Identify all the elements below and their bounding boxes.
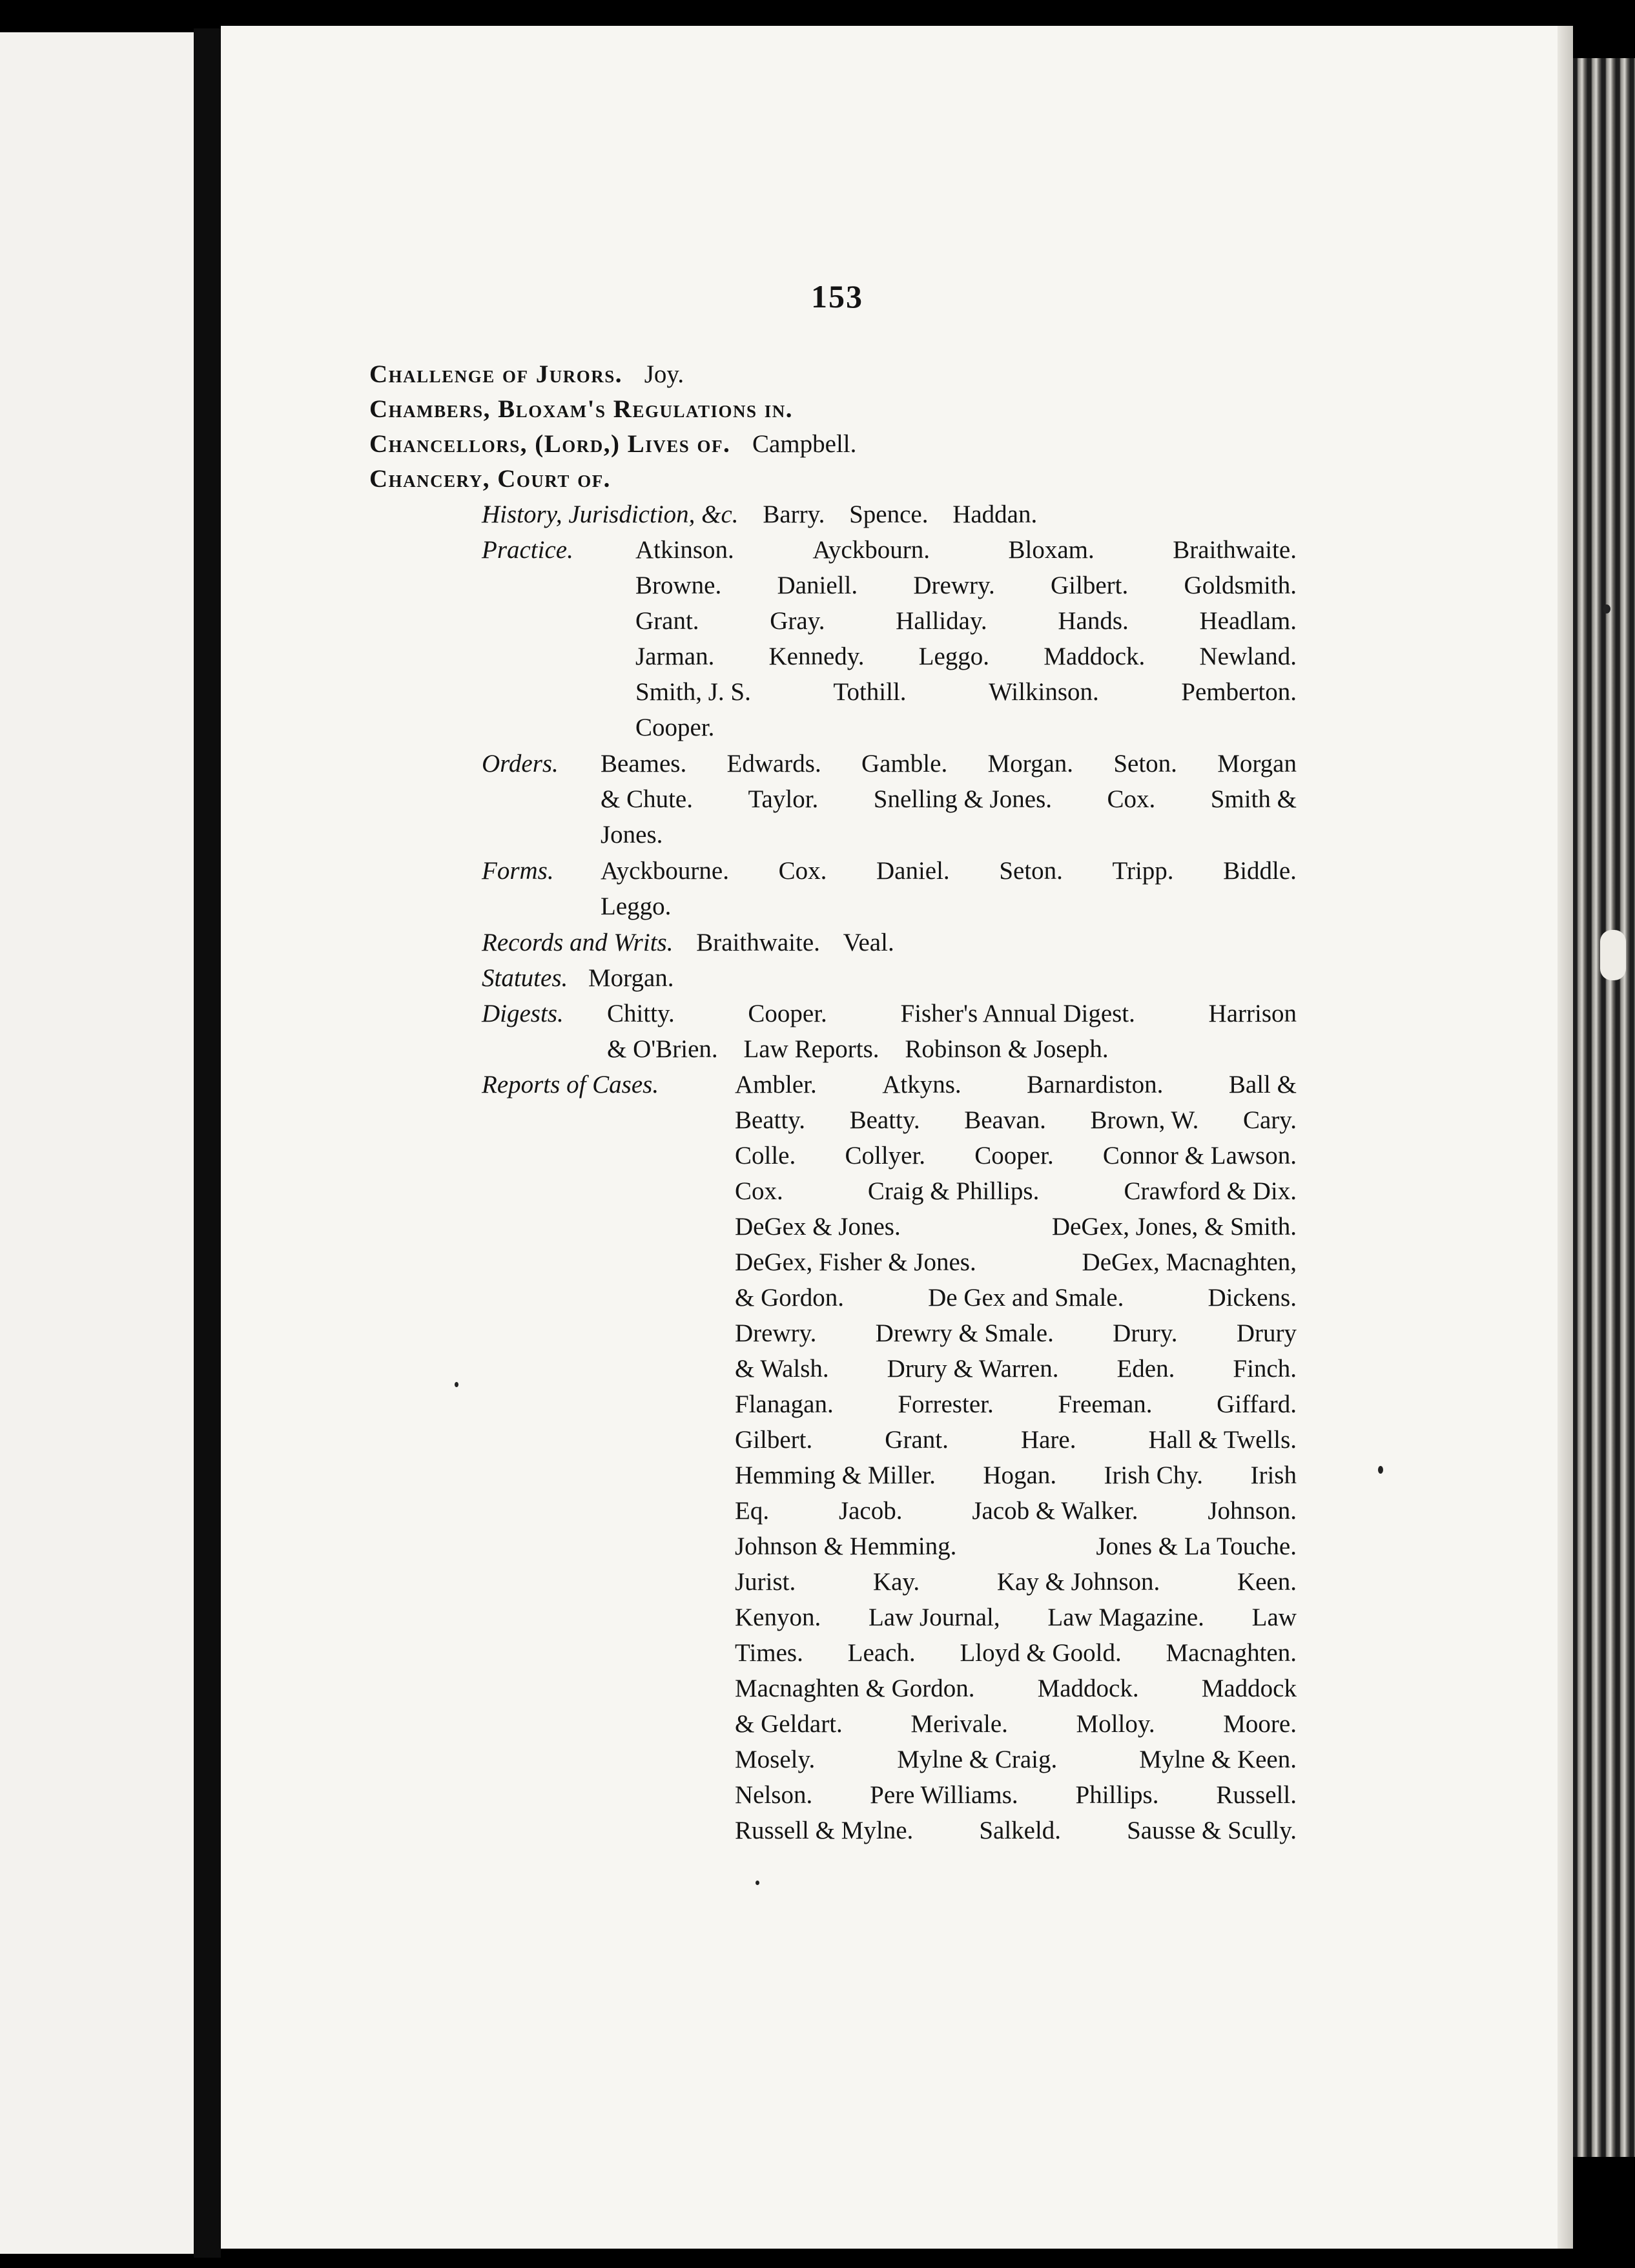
author-name: Hogan. (983, 1461, 1057, 1489)
author-name: Jarman. (635, 643, 715, 670)
heading-authors: Campbell. (752, 430, 857, 458)
reports-line (735, 1676, 1297, 1701)
heading-chancellors (369, 431, 856, 457)
author-name: Drewry. (735, 1319, 817, 1347)
author-name: Salkeld. (979, 1817, 1062, 1844)
author-name: Colle. (735, 1142, 796, 1170)
author-name: Drury (1236, 1319, 1297, 1347)
subheading-label: History, Jurisdiction, &c. (482, 500, 739, 528)
author-name: Daniel. (876, 857, 950, 885)
author-name: Barnardiston. (1027, 1071, 1164, 1098)
author-name: Robinson & Joseph. (905, 1035, 1109, 1063)
author-name: Atkinson. (635, 536, 734, 564)
author-name: Smith, J. S. (635, 678, 751, 706)
reports-line (735, 1392, 1297, 1417)
reports-line (735, 1321, 1297, 1346)
author-name: Beavan. (964, 1106, 1046, 1134)
author-name: Mylne & Keen. (1139, 1746, 1297, 1773)
author-name: Headlam. (1199, 607, 1297, 635)
author-name: Drury. (1113, 1319, 1178, 1347)
author-name: Chitty. (607, 1000, 675, 1027)
reports-line (735, 1818, 1297, 1843)
author-name: Irish (1250, 1461, 1297, 1489)
author-name: Craig & Phillips. (867, 1177, 1040, 1205)
ink-speck (756, 1881, 759, 1885)
author-name: Beames. (601, 750, 687, 778)
digests-line (607, 1036, 1109, 1062)
author-name: Hall & Twells. (1148, 1426, 1297, 1454)
author-name: Hare. (1020, 1426, 1076, 1454)
author-name: Macnaghten. (1166, 1639, 1297, 1667)
practice-line (635, 715, 714, 740)
author-name: De Gex and Smale. (928, 1284, 1124, 1312)
author-name: Kay. (872, 1568, 920, 1596)
author-name: & Chute. (601, 785, 693, 813)
author-name: Jones & La Touche. (1096, 1532, 1297, 1560)
author-name: Maddock. (1044, 643, 1146, 670)
reports-line (735, 1711, 1297, 1737)
author-name: Mosely. (735, 1746, 816, 1773)
author-name: Braithwaite. (1173, 536, 1297, 564)
author-name: Beatty. (849, 1106, 920, 1134)
author-name: Jacob & Walker. (972, 1497, 1138, 1525)
author-name: Jones. (601, 821, 663, 849)
author-name: Leggo. (918, 643, 990, 670)
reports-line (735, 1143, 1297, 1168)
author-name: Collyer. (845, 1142, 926, 1170)
author-name: Cooper. (635, 714, 715, 741)
author-name: Keen. (1237, 1568, 1297, 1596)
author-name: Johnson & Hemming. (735, 1532, 957, 1560)
author-name: Smith & (1210, 785, 1297, 813)
practice-line (635, 537, 1297, 562)
author-name: Merivale. (910, 1710, 1008, 1738)
heading-chancery (369, 466, 611, 491)
author-name: Halliday. (896, 607, 987, 635)
author-name: Hemming & Miller. (735, 1461, 936, 1489)
author-name: Law Journal, (868, 1603, 1000, 1631)
subheading-label: Statutes. (482, 964, 568, 992)
author-name: Fisher's Annual Digest. (900, 1000, 1135, 1027)
author-name: Pemberton. (1181, 678, 1297, 706)
author-name: Daniell. (777, 572, 858, 599)
reports-line (735, 1427, 1297, 1452)
author-name: Law Reports. (743, 1035, 879, 1063)
author-name: Maddock. (1037, 1675, 1139, 1702)
author-name: Browne. (635, 572, 722, 599)
author-name: Brown, W. (1090, 1106, 1199, 1134)
author-name: Jacob. (838, 1497, 903, 1525)
author-name: Cox. (735, 1177, 783, 1205)
author-name: Atkyns. (882, 1071, 961, 1098)
reports-line (735, 1250, 1297, 1275)
author-name: Nelson. (735, 1781, 813, 1809)
author-name: Tothill. (833, 678, 907, 706)
heading-authors: Joy. (644, 360, 684, 388)
reports-line (735, 1285, 1297, 1310)
author-name: Pere Williams. (870, 1781, 1018, 1809)
forms-line (601, 858, 1297, 883)
author-name: Drewry. (913, 572, 995, 599)
author-name: Connor & Lawson. (1102, 1142, 1297, 1170)
reports-line (735, 1356, 1297, 1381)
author-name: Jurist. (735, 1568, 796, 1596)
author-name: & Geldart. (735, 1710, 843, 1738)
author-name: Gamble. (861, 750, 948, 778)
page-edge-tear (1600, 930, 1626, 980)
subheading-label: Forms. (482, 857, 554, 885)
facing-page (0, 32, 194, 2254)
author-name: & O'Brien. (607, 1035, 718, 1063)
author-name: Cooper. (974, 1142, 1054, 1170)
heading-title: Challenge of Jurors. (369, 360, 622, 388)
author-name: Morgan. (987, 750, 1074, 778)
author-name: Gray. (770, 607, 825, 635)
author-name: Taylor. (748, 785, 819, 813)
author-name: Kenyon. (735, 1603, 821, 1631)
history-entry (482, 502, 1037, 527)
reports-line (735, 1179, 1297, 1204)
author-name: Law (1251, 1603, 1297, 1631)
author-name: Russell. (1216, 1781, 1297, 1809)
author-name: DeGex, Macnaghten, (1082, 1248, 1297, 1276)
author-name: Tripp. (1112, 857, 1174, 885)
reports-line (735, 1108, 1297, 1133)
author-name: Irish Chy. (1104, 1461, 1204, 1489)
author-name: Hands. (1058, 607, 1129, 635)
reports-line (735, 1569, 1297, 1594)
author-name: Times. (735, 1639, 803, 1667)
practice-line (635, 679, 1297, 705)
author-name: Barry. (763, 500, 825, 528)
author-name: Dickens. (1208, 1284, 1297, 1312)
author-name: Johnson. (1208, 1497, 1297, 1525)
author-name: Drewry & Smale. (875, 1319, 1054, 1347)
author-name: Mylne & Craig. (897, 1746, 1058, 1773)
ink-speck (455, 1382, 458, 1387)
reports-line (735, 1072, 1297, 1097)
author-name: Seton. (1113, 750, 1177, 778)
author-name: Newland. (1199, 643, 1297, 670)
orders-line (601, 751, 1297, 776)
book-gutter (194, 28, 221, 2258)
author-name: Freeman. (1058, 1390, 1153, 1418)
author-name: Gilbert. (735, 1426, 813, 1454)
author-name: DeGex, Fisher & Jones. (735, 1248, 976, 1276)
author-name: Ambler. (735, 1071, 817, 1098)
reports-line (735, 1463, 1297, 1488)
author-name: Leach. (847, 1639, 916, 1667)
practice-line (635, 608, 1297, 634)
author-name: & Gordon. (735, 1284, 844, 1312)
author-name: Molloy. (1076, 1710, 1155, 1738)
reports-line (735, 1782, 1297, 1808)
author-name: Eq. (735, 1497, 770, 1525)
heading-title: Chancery, Court of. (369, 465, 611, 493)
author-name: Goldsmith. (1184, 572, 1297, 599)
reports-line (735, 1534, 1297, 1559)
author-name: Biddle. (1223, 857, 1297, 885)
subheading-label: Digests. (482, 1000, 564, 1027)
author-name: Law Magazine. (1047, 1603, 1204, 1631)
author-name: Cox. (778, 857, 827, 885)
author-name: Bloxam. (1008, 536, 1095, 564)
author-name: Beatty. (735, 1106, 806, 1134)
author-name: Phillips. (1075, 1781, 1159, 1809)
page-number: 153 (811, 278, 863, 314)
page-edge-shadow (1558, 26, 1573, 2249)
author-name: Russell & Mylne. (735, 1817, 914, 1844)
author-name: Morgan (1217, 750, 1297, 778)
subheading-label: Reports of Cases. (482, 1071, 659, 1098)
author-name: Grant. (885, 1426, 949, 1454)
author-name: Spence. (849, 500, 929, 528)
forms-line (601, 894, 671, 919)
author-name: Ball & (1228, 1071, 1297, 1098)
heading-title: Chambers, Bloxam's Regulations in. (369, 395, 794, 423)
page-stack-edge (1573, 58, 1635, 2157)
reports-line (735, 1605, 1297, 1630)
author-name: & Walsh. (735, 1355, 829, 1383)
author-name: Drury & Warren. (887, 1355, 1059, 1383)
orders-line (601, 787, 1297, 812)
author-name: Giffard. (1217, 1390, 1297, 1418)
subheading-label: Orders. (482, 750, 559, 778)
author-name: Snelling & Jones. (873, 785, 1053, 813)
reports-line (735, 1498, 1297, 1523)
author-name: Finch. (1233, 1355, 1297, 1383)
author-name: Seton. (999, 857, 1063, 885)
heading-challenge-of-jurors (369, 362, 684, 387)
reports-line (735, 1640, 1297, 1665)
author-name: Harrison (1208, 1000, 1297, 1027)
author-name: Gilbert. (1051, 572, 1129, 599)
author-name: Forrester. (898, 1390, 994, 1418)
author-name: Cary. (1242, 1106, 1297, 1134)
author-name: Grant. (635, 607, 699, 635)
author-name: Kay & Johnson. (996, 1568, 1160, 1596)
author-name: Crawford & Dix. (1124, 1177, 1297, 1205)
ink-speck (1378, 1466, 1383, 1474)
book-page (221, 26, 1570, 2249)
author-name: Cooper. (748, 1000, 827, 1027)
ink-speck (1603, 604, 1610, 613)
digests-line (607, 1001, 1297, 1026)
subheading-label: Records and Writs. (482, 929, 674, 956)
author-name: Braithwaite. (696, 929, 820, 956)
author-name: Eden. (1116, 1355, 1175, 1383)
author-name: Leggo. (601, 892, 672, 920)
author-name: Lloyd & Goold. (960, 1639, 1122, 1667)
author-name: Ayckbourn. (812, 536, 930, 564)
heading-chambers (369, 397, 793, 422)
orders-line (601, 822, 663, 847)
practice-line (635, 644, 1297, 669)
author-name: Kennedy. (768, 643, 865, 670)
subheading-label: Practice. (482, 536, 573, 564)
author-name: Flanagan. (735, 1390, 834, 1418)
author-name: Veal. (843, 929, 894, 956)
heading-title: Chancellors, (Lord,) Lives of. (369, 430, 731, 458)
author-name: Cox. (1107, 785, 1156, 813)
practice-line (635, 573, 1297, 598)
author-name: Macnaghten & Gordon. (735, 1675, 975, 1702)
author-name: Sausse & Scully. (1127, 1817, 1297, 1844)
reports-line (735, 1747, 1297, 1772)
records-entry (482, 930, 894, 955)
author-name: Moore. (1223, 1710, 1297, 1738)
author-name: Morgan. (588, 964, 674, 992)
reports-line (735, 1214, 1297, 1239)
author-name: DeGex & Jones. (735, 1213, 901, 1241)
author-name: Haddan. (952, 500, 1038, 528)
author-name: Edwards. (726, 750, 821, 778)
author-name: Ayckbourne. (601, 857, 729, 885)
author-name: DeGex, Jones, & Smith. (1051, 1213, 1297, 1241)
author-name: Maddock (1201, 1675, 1297, 1702)
statutes-entry (482, 965, 674, 991)
author-name: Wilkinson. (989, 678, 1099, 706)
